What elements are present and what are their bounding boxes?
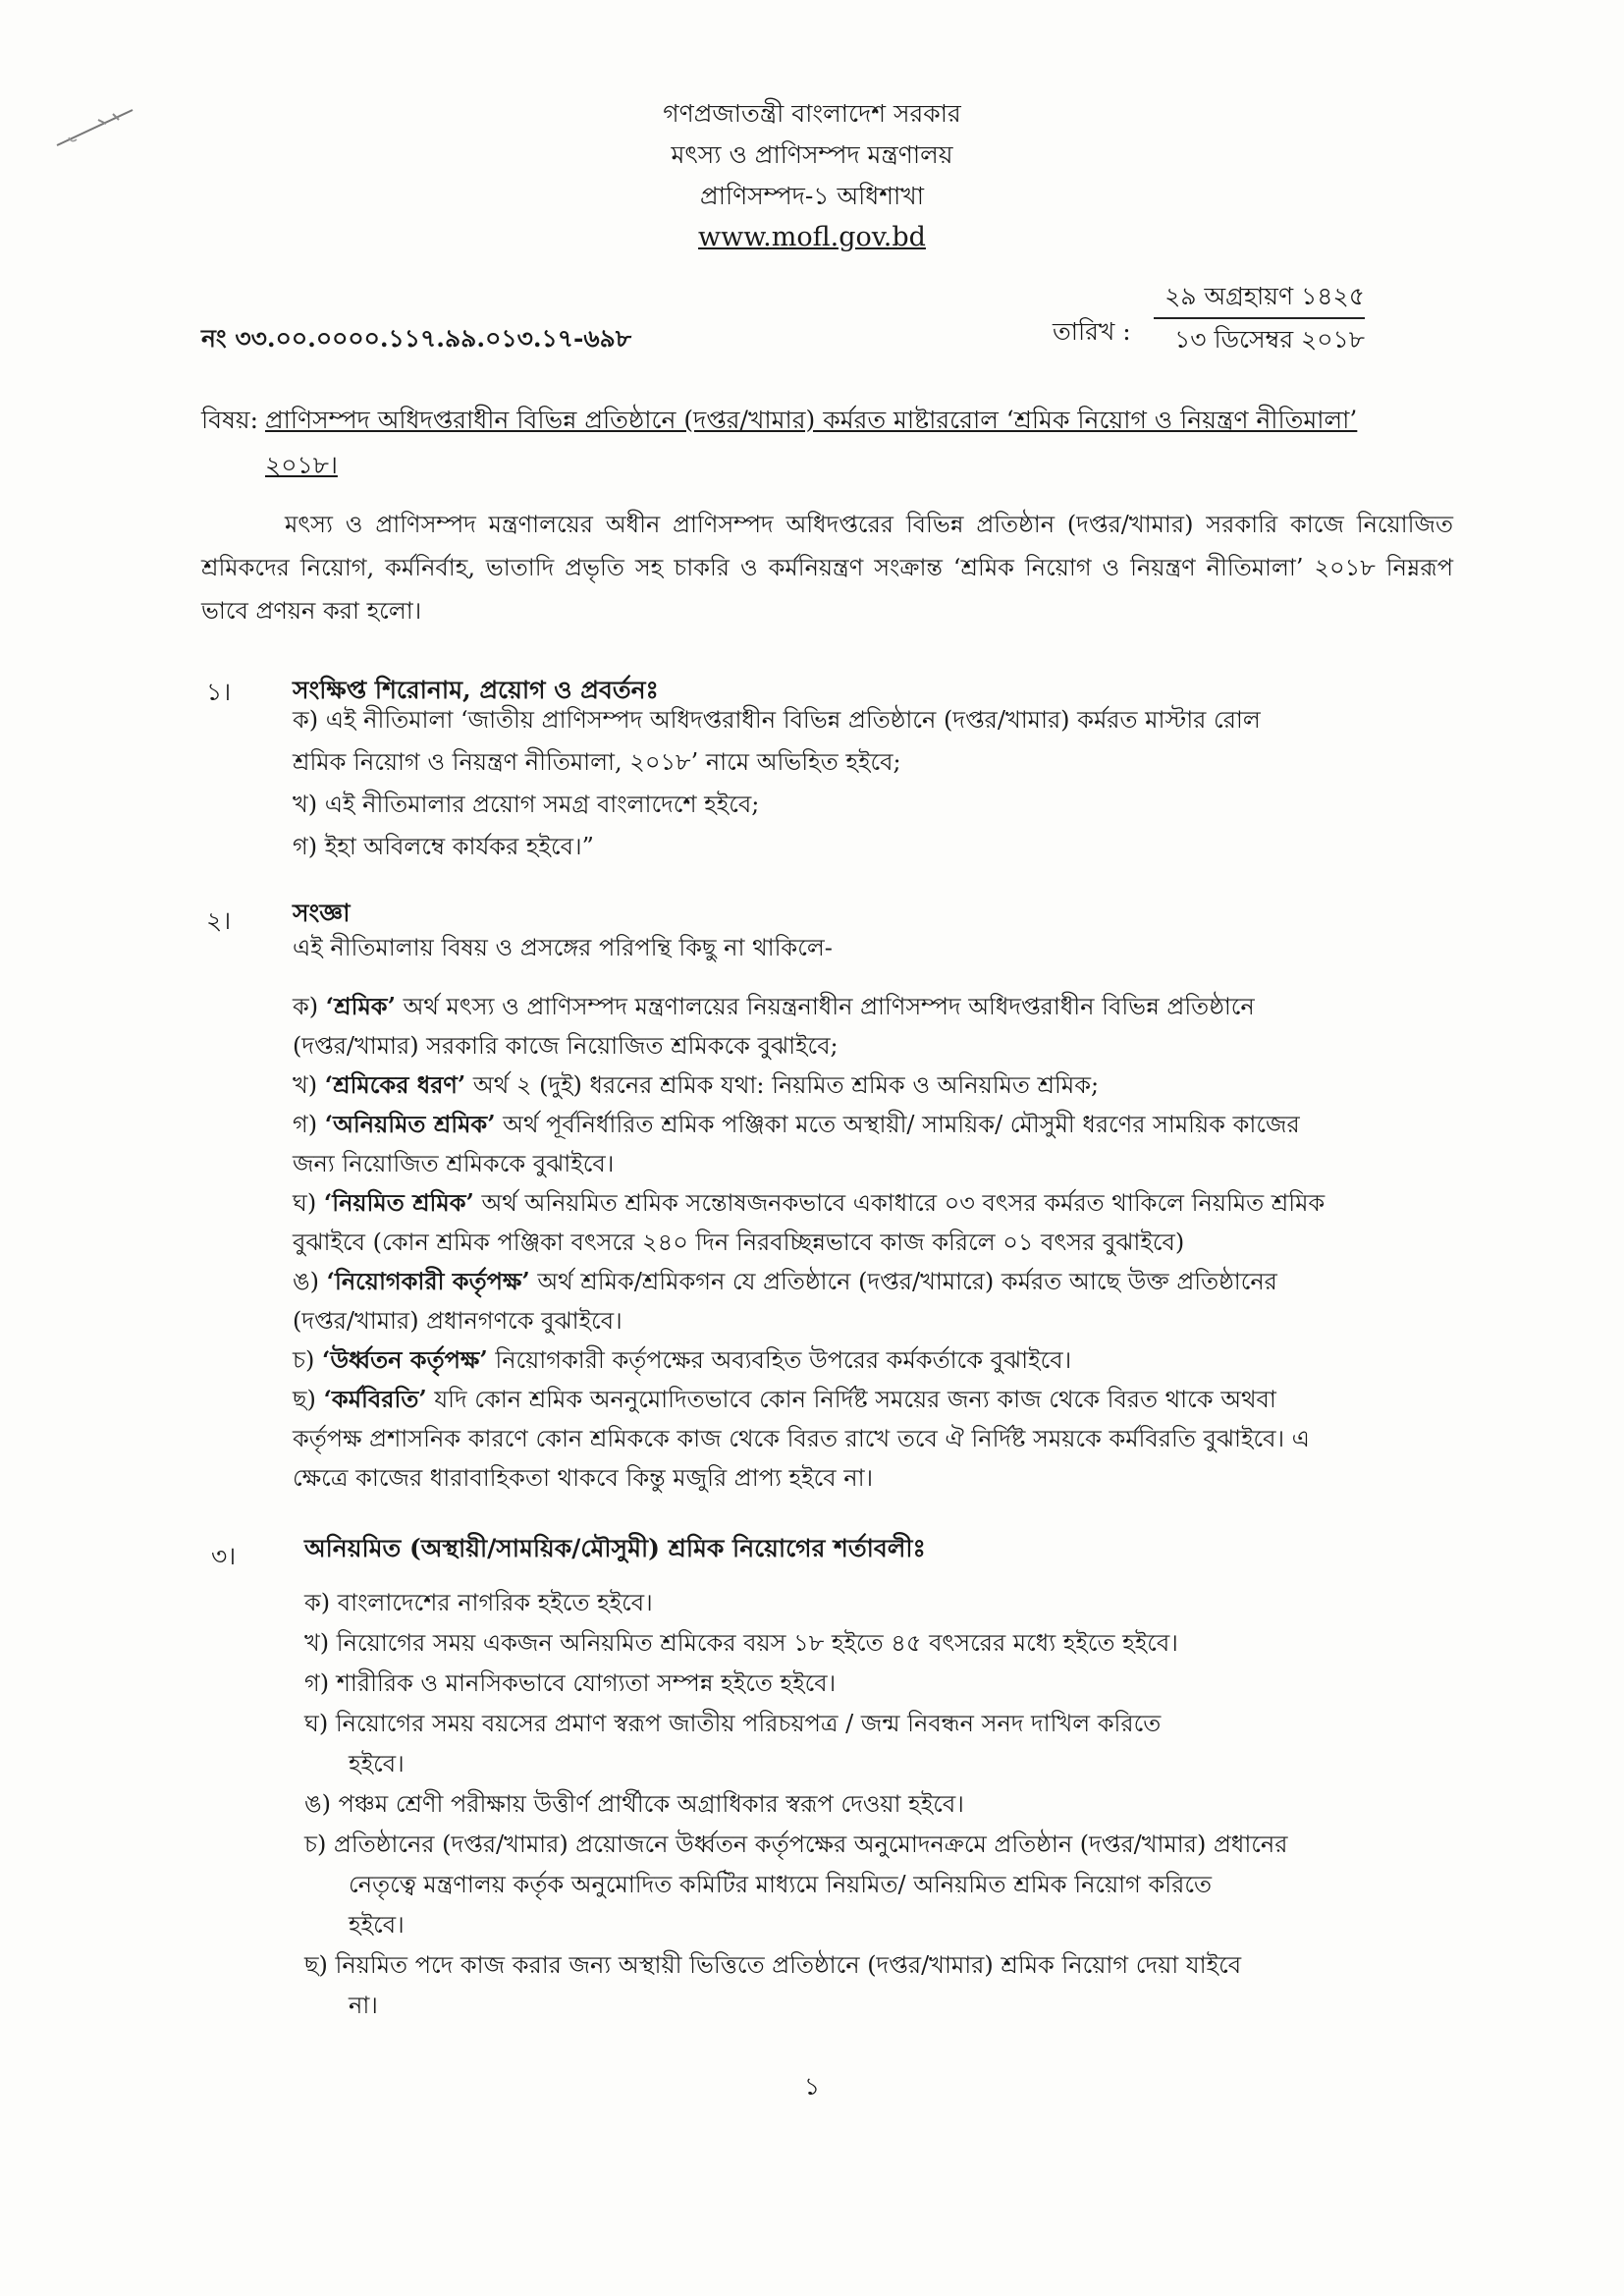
definition-item: [293, 1340, 1471, 1380]
list-item-continuation: নেতৃত্বে মন্ত্রণালয় কর্তৃক অনুমোদিত কমিটির মাধ্যমে নিয়মিত/ অনিয়মিত শ্রমিক নিয়োগ করিতে: [349, 1871, 1212, 1898]
letterhead: [0, 93, 1624, 258]
page-number: ১: [803, 2072, 821, 2101]
section-title: সংজ্ঞা: [293, 899, 351, 927]
term: ‘কর্মবিরতি’: [323, 1385, 427, 1413]
definition-text: অর্থ অনিয়মিত শ্রমিক সন্তোষজনকভাবে একাধারে ০৩ বৎসর কর্মরত থাকিলে নিয়মিত শ্রমিক: [473, 1189, 1326, 1217]
subject-text: প্রাণিসম্পদ অধিদপ্তরাধীন বিভিন্ন প্রতিষ্ঠানে (দপ্তর/খামার) কর্মরত মাষ্টাররোল ‘শ্রমিক নিয়োগ ও নিয়ন্ত্রণ নীতিমালা’ ২০১৮।: [265, 406, 1358, 479]
item-prefix: ঘ): [293, 1189, 317, 1217]
item-prefix: ঙ): [293, 1268, 319, 1295]
subject-label: বিষয়:: [201, 406, 259, 434]
intro-paragraph: মৎস্য ও প্রাণিসম্পদ মন্ত্রণালয়ের অধীন প্রাণিসম্পদ অধিদপ্তরের বিভিন্ন প্রতিষ্ঠান (দপ্তর/খামার) সরকারি কাজে নিয়োজিত শ্রমিকদের নিয়োগ, কর্মনির্বাহ, ভাতাদি প্রভৃতি সহ চাকরি ও কর্মনিয়ন্ত্রণ সংক্রান্ত ‘শ্রমিক নিয়োগ ও নিয়ন্ত্রণ নীতিমালা’ ২০১৮ নিম্নরূপ ভাবে প্রণয়ন করা হলো।: [201, 511, 1453, 625]
list-item: খ) নিয়োগের সময় একজন অনিয়মিত শ্রমিকের বয়স ১৮ হইতে ৪৫ বৎসরের মধ্যে হইতে হইবে।: [304, 1629, 1178, 1657]
section-number: ৩।: [211, 1542, 237, 1570]
definition-item: [293, 1105, 1471, 1144]
definition-item: [293, 1380, 1471, 1419]
section-number: ১।: [206, 678, 232, 706]
term: ‘শ্রমিকের ধরণ’: [324, 1070, 466, 1099]
item-prefix: খ): [293, 1071, 318, 1099]
list-item: খ) এই নীতিমালার প্রয়োগ সমগ্র বাংলাদেশে হইবে;: [293, 791, 760, 818]
term: ‘অনিয়মিত শ্রমিক’: [324, 1110, 496, 1138]
term: ‘নিয়মিত শ্রমিক’: [323, 1188, 474, 1217]
term: ‘উর্ধ্বতন কর্তৃপক্ষ’: [321, 1345, 488, 1374]
ministry-name: মৎস্য ও প্রাণিসম্পদ মন্ত্রণালয়: [671, 140, 953, 169]
list-item: ক) বাংলাদেশের নাগরিক হইতে হইবে।: [304, 1589, 653, 1616]
item-prefix: ক): [293, 993, 319, 1020]
item-prefix: চ): [293, 1346, 315, 1374]
definition-continuation: (দপ্তর/খামার) সরকারি কাজে নিয়োজিত শ্রমিককে বুঝাইবে;: [293, 1032, 839, 1060]
definition-preamble: এই নীতিমালায় বিষয় ও প্রসঙ্গের পরিপন্থি কিছু না থাকিলে-: [293, 934, 833, 961]
list-item: চ) প্রতিষ্ঠানের (দপ্তর/খামার) প্রয়োজনে উর্ধ্বতন কর্তৃপক্ষের অনুমোদনক্রমে প্রতিষ্ঠান (দপ্তর/খামার) প্রধানের: [304, 1831, 1288, 1858]
list-item: ঘ) নিয়োগের সময় বয়সের প্রমাণ স্বরূপ জাতীয় পরিচয়পত্র / জন্ম নিবন্ধন সনদ দাখিল করিতে: [304, 1710, 1162, 1737]
section-1-items: [293, 699, 1471, 868]
definition-text: অর্থ শ্রমিক/শ্রমিকগন যে প্রতিষ্ঠানে (দপ্তর/খামারে) কর্মরত আছে উক্ত প্রতিষ্ঠানের: [529, 1268, 1277, 1295]
list-item: শ্রমিক নিয়োগ ও নিয়ন্ত্রণ নীতিমালা, ২০১৮’ নামে অভিহিত হইবে;: [293, 748, 901, 776]
definition-continuation: বুঝাইবে (কোন শ্রমিক পঞ্জিকা বৎসরে ২৪০ দিন নিরবচ্ছিন্নভাবে কাজ করিলে ০১ বৎসর বুঝাইবে): [293, 1229, 1185, 1256]
definition-continuation: কর্তৃপক্ষ প্রশাসনিক কারণে কোন শ্রমিককে কাজ থেকে বিরত রাখে তবে ঐ নির্দিষ্ট সময়কে কর্মবিরতি বুঝাইবে। এ: [293, 1425, 1310, 1452]
definition-text: অর্থ মৎস্য ও প্রাণিসম্পদ মন্ত্রণালয়ের নিয়ন্ত্রনাধীন প্রাণিসম্পদ অধিদপ্তরাধীন বিভিন্ন প্রতিষ্ঠানে: [395, 993, 1255, 1020]
item-prefix: ছ): [293, 1386, 316, 1413]
list-item-continuation: না।: [349, 1992, 378, 2019]
subject-line: [201, 398, 1409, 488]
list-item: ঙ) পঞ্চম শ্রেণী পরীক্ষায় উত্তীর্ণ প্রার্থীকে অগ্রাধিকার স্বরূপ দেওয়া হইবে।: [304, 1790, 964, 1818]
definition-item: [293, 1066, 1471, 1105]
definition-text: যদি কোন শ্রমিক অননুমোদিতভাবে কোন নির্দিষ্ট সময়ের জন্য কাজ থেকে বিরত থাকে অথবা: [426, 1386, 1276, 1413]
section-number: ২।: [206, 906, 232, 935]
definition-item: [293, 1262, 1471, 1301]
list-item-continuation: হইবে।: [349, 1911, 405, 1939]
date-bangla: ২৯ অগ্রহায়ণ ১৪২৫: [1154, 280, 1365, 319]
definition-text: নিয়োগকারী কর্তৃপক্ষের অব্যবহিত উপরের কর্মকর্তাকে বুঝাইবে।: [487, 1346, 1072, 1374]
list-item: ছ) নিয়মিত পদে কাজ করার জন্য অস্থায়ী ভিত্তিতে প্রতিষ্ঠানে (দপ্তর/খামার) শ্রমিক নিয়োগ দেয়া যাইবে: [304, 1951, 1242, 1979]
memo-number: নং ৩৩.০০.০০০০.১১৭.৯৯.০১৩.১৭-৬৯৮: [201, 324, 632, 353]
definition-text: অর্থ ২ (দুই) ধরনের শ্রমিক যথা: নিয়মিত শ্রমিক ও অনিয়মিত শ্রমিক;: [465, 1071, 1100, 1099]
term: ‘শ্রমিক’: [325, 992, 396, 1020]
definition-text: অর্থ পূর্বনির্ধারিত শ্রমিক পঞ্জিকা মতে অস্থায়ী/ সাময়িক/ মৌসুমী ধরণের সাময়িক কাজের: [495, 1111, 1300, 1138]
definition-continuation: জন্য নিয়োজিত শ্রমিককে বুঝাইবে।: [293, 1150, 615, 1177]
list-item: গ) ইহা অবিলম্বে কার্যকর হইবে।”: [293, 833, 594, 860]
date-block: [1154, 280, 1365, 356]
section-title: অনিয়মিত (অস্থায়ী/সাময়িক/মৌসুমী) শ্রমিক নিয়োগের শর্তাবলীঃ: [304, 1534, 926, 1562]
list-item-continuation: হইবে।: [349, 1750, 405, 1777]
definition-item: [293, 987, 1471, 1026]
definition-continuation: (দপ্তর/খামার) প্রধানগণকে বুঝাইবে।: [293, 1307, 623, 1335]
date-english: ১৩ ডিসেম্বর ২০১৮: [1174, 325, 1365, 354]
list-item: ক) এই নীতিমালা ‘জাতীয় প্রাণিসম্পদ অধিদপ্তরাধীন বিভিন্ন প্রতিষ্ঠানে (দপ্তর/খামার) কর্মরত মাস্টার রোল: [293, 706, 1261, 734]
website-link[interactable]: www.mofl.gov.bd: [698, 222, 926, 252]
definition-item: [293, 1183, 1471, 1223]
definition-continuation: ক্ষেত্রে কাজের ধারাবাহিকতা থাকবে কিন্তু মজুরি প্রাপ্য হইবে না।: [293, 1464, 874, 1492]
term: ‘নিয়োগকারী কর্তৃপক্ষ’: [326, 1267, 530, 1295]
list-item: গ) শারীরিক ও মানসিকভাবে যোগ্যতা সম্পন্ন হইতে হইবে।: [304, 1669, 837, 1697]
item-prefix: গ): [293, 1111, 318, 1138]
section-2-preamble: [293, 927, 1471, 969]
date-label: তারিখ :: [1053, 317, 1131, 346]
govt-name: গণপ্রজাতন্ত্রী বাংলাদেশ সরকার: [663, 99, 961, 128]
division-name: প্রাণিসম্পদ-১ অধিশাখা: [700, 182, 924, 210]
section-3-items: [304, 1583, 1463, 2026]
section-title: সংক্ষিপ্ত শিরোনাম, প্রয়োগ ও প্রবর্তনঃ: [293, 676, 659, 704]
section-2-items: [293, 987, 1471, 1498]
